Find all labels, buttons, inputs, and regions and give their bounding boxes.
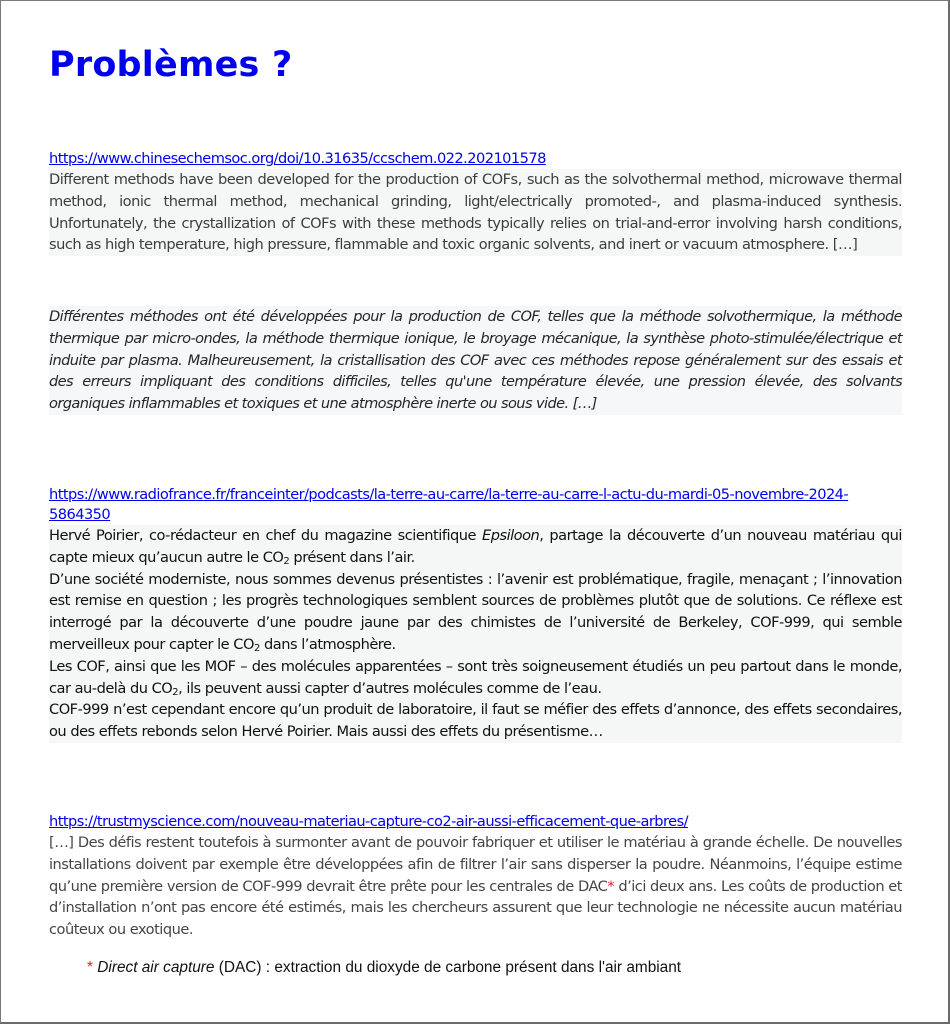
subscript: 2 [283, 555, 290, 567]
text: , partage la découverte d’un nouveau matériau qui capte mieux qu’aucun autre le CO [49, 527, 902, 566]
source-link-chinesechemsoc[interactable]: https://www.chinesechemsoc.org/doi/10.31635/ccschem.022.202101578 [49, 150, 546, 167]
text: D’une société moderniste, nous sommes devenus présentistes : l’avenir est problématique, fragile, menaçant ; l’innovation est remise en question ; les progrès technologiques semblent sources de problèmes plutôt que de solutions. Ce réflexe est interrogé par la découverte d’une poudre jaune par des chimistes de l’université de Berkeley, COF-999, qui semble merveilleux pour capter le CO [49, 570, 902, 653]
source-radiofrance [49, 485, 902, 743]
source-chinesechemsoc [49, 149, 902, 256]
text: Les COF, ainsi que les MOF – des molécules apparentées – sont très soigneusement étudiés un peu partout dans le monde, car au-delà du CO [49, 657, 902, 697]
text: […] Des défis restent toutefois à surmonter avant de pouvoir fabriquer et utiliser le matériau à grande échelle. De nouvelles installations doivent par exemple être développées afin de filtrer l’air sans disperser la poudre. Néanmoins, l’équipe estime qu’une première version de COF-999 devrait être prête pour les centrales de DAC [49, 834, 902, 895]
link-line-2: 5864350 [49, 506, 111, 523]
source-excerpt-english [49, 169, 902, 256]
text: présent dans l’air. [289, 548, 415, 566]
radiofrance-summary [49, 525, 902, 743]
text: Hervé Poirier, co-rédacteur en chef du magazine scientifique [49, 527, 482, 544]
magazine-name: Epsiloon [481, 527, 540, 544]
subscript: 2 [253, 642, 260, 654]
text: , ils peuvent aussi capter d’autres molécules comme de l’eau. [178, 679, 602, 697]
summary-paragraph-4: COF-999 n’est cependant encore qu’un produit de laboratoire, il faut se méfier des effets d’annonce, des effets secondaires, ou des effets rebonds selon Hervé Poirier. Mais aussi des effets du présentisme… [49, 701, 902, 741]
footnote-dac [87, 959, 681, 977]
source-link-radiofrance[interactable] [49, 485, 902, 525]
subscript: 2 [172, 686, 179, 698]
source-link-trustmyscience[interactable]: https://trustmyscience.com/nouveau-materiau-capture-co2-air-aussi-efficacement-que-arbres/ [49, 813, 689, 830]
trustmyscience-excerpt [49, 832, 902, 941]
text: dans l’atmosphère. [259, 635, 396, 653]
footnote-asterisk: * [87, 959, 93, 976]
excerpt-paragraph [49, 832, 902, 941]
text: d’ici deux ans. Les coûts de production et d’installation n’ont pas encore été estimés, mais les chercheurs assurent que leur technologie ne nécessite aucun matériau coûteux ou exotique. [49, 877, 902, 939]
summary-paragraph-1 [49, 525, 902, 569]
excerpt-text: Different methods have been developed for the production of COFs, such as the solvothermal method, microwave thermal method, ionic thermal method, mechanical grinding, light/electrically promoted-, and plasma-induced synthesis. Unfortunately, the crystallization of COFs with these methods typically relies on trial-and-error involving harsh conditions, such as high temperature, high pressure, flammable and toxic organic solvents, and inert or vacuum atmosphere. […] [49, 171, 902, 254]
summary-paragraph-3 [49, 656, 902, 700]
footnote-definition: (DAC) : extraction du dioxyde de carbone présent dans l'air ambiant [214, 959, 682, 976]
source-trustmyscience [49, 812, 902, 941]
translation-text: Différentes méthodes ont été développées pour la production de COF, telles que la méthode solvothermique, la méthode thermique par micro-ondes, la méthode thermique ionique, le broyage mécanique, la synthèse photo-stimulée/électrique et induite par plasma. Malheureusement, la cristallisation des COF avec ces méthodes repose généralement sur des essais et des erreurs impliquant des conditions difficiles, telles qu'une température élevée, une pression élevée, des solvants organiques inflammables et toxiques et une atmosphère inerte ou sous vide. […] [49, 308, 902, 413]
footnote-term: Direct air capture [97, 959, 215, 976]
footnote-asterisk: * [607, 877, 615, 895]
source-excerpt-french-translation [49, 306, 902, 415]
link-line-1: https://www.radiofrance.fr/franceinter/podcasts/la-terre-au-carre/la-terre-au-carre-l-actu-du-mardi-05-novembre-2024- [49, 486, 849, 503]
page-title: Problèmes ? [49, 45, 293, 85]
source-translation [49, 306, 902, 415]
summary-paragraph-2 [49, 569, 902, 656]
